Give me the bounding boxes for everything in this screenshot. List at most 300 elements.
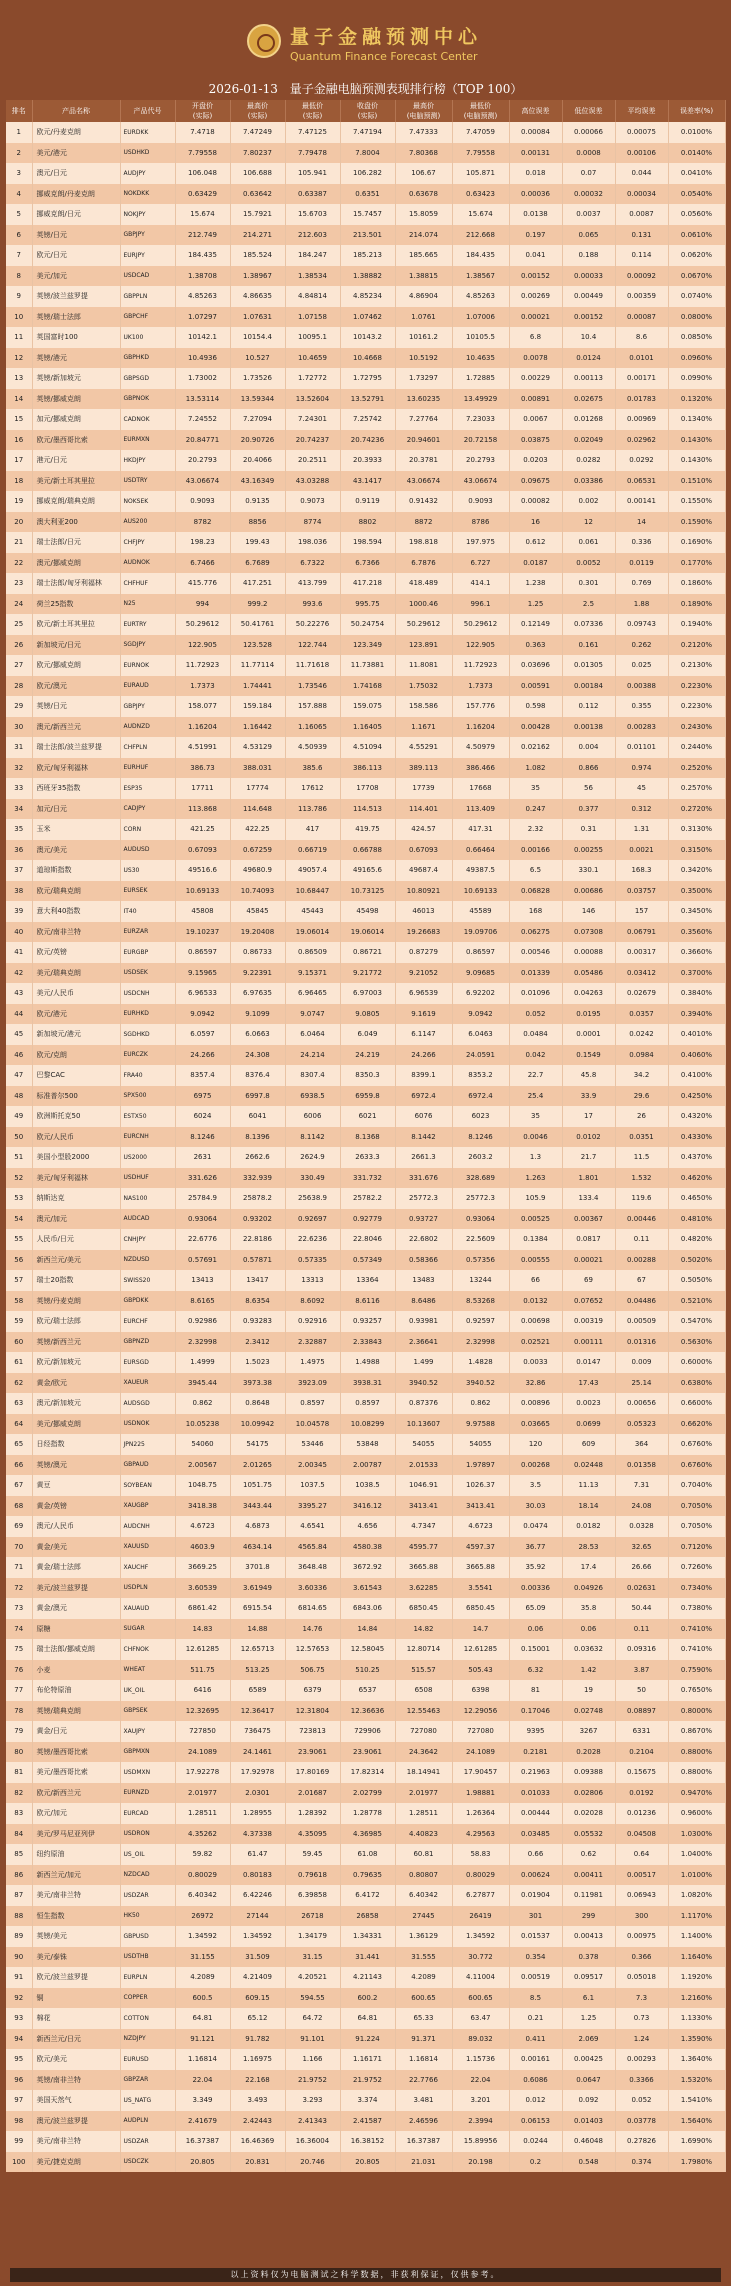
- low-cell: 3.60336: [285, 1578, 340, 1599]
- close-cell: 12.36636: [340, 1701, 395, 1722]
- high-error-cell: 35: [509, 1106, 562, 1127]
- avg-error-cell: 300: [615, 1906, 668, 1927]
- error-rate-cell: 1.0400%: [668, 1844, 725, 1865]
- product-name-cell: 美元/波兰兹罗提: [32, 1578, 120, 1599]
- avg-error-cell: 0.769: [615, 573, 668, 594]
- low-error-cell: 0.07: [562, 163, 615, 184]
- product-name-cell: 英镑/美元: [32, 1926, 120, 1947]
- error-rate-cell: 0.1510%: [668, 471, 725, 492]
- error-rate-cell: 0.2570%: [668, 778, 725, 799]
- predicted-low-cell: 0.9093: [452, 491, 509, 512]
- predicted-low-cell: 3.201: [452, 2090, 509, 2111]
- low-error-cell: 0.0699: [562, 1414, 615, 1435]
- high-cell: 2.42443: [230, 2111, 285, 2132]
- table-row: [6, 1557, 725, 1578]
- symbol-cell: XAUEUR: [120, 1373, 175, 1394]
- close-cell: 9.21772: [340, 963, 395, 984]
- close-cell: 4580.38: [340, 1537, 395, 1558]
- table-row: [6, 1373, 725, 1394]
- open-cell: 421.25: [175, 819, 230, 840]
- table-row: [6, 963, 725, 984]
- avg-error-cell: 50.44: [615, 1598, 668, 1619]
- product-name-cell: 欧元/瑞典克朗: [32, 881, 120, 902]
- low-error-cell: 0.0001: [562, 1024, 615, 1045]
- symbol-cell: AUDCNH: [120, 1516, 175, 1537]
- low-cell: 43.03288: [285, 471, 340, 492]
- symbol-cell: UK100: [120, 327, 175, 348]
- error-rate-cell: 0.2120%: [668, 635, 725, 656]
- product-name-cell: 瑞士20指数: [32, 1270, 120, 1291]
- open-cell: 331.626: [175, 1168, 230, 1189]
- low-cell: 26718: [285, 1906, 340, 1927]
- open-cell: 24.1089: [175, 1742, 230, 1763]
- low-error-cell: 0.00413: [562, 1926, 615, 1947]
- table-row: [6, 2049, 725, 2070]
- table-row: [6, 1332, 725, 1353]
- column-header-label: 最高价: [247, 102, 268, 110]
- symbol-cell: EURAUD: [120, 676, 175, 697]
- table-row: [6, 1824, 725, 1845]
- avg-error-cell: 11.5: [615, 1147, 668, 1168]
- low-error-cell: 0.0037: [562, 204, 615, 225]
- predicted-low-cell: 7.79558: [452, 143, 509, 164]
- high-error-cell: 0.00131: [509, 143, 562, 164]
- rank-cell: 51: [6, 1147, 32, 1168]
- high-cell: 6.7689: [230, 553, 285, 574]
- avg-error-cell: 26.66: [615, 1557, 668, 1578]
- low-error-cell: 0.0052: [562, 553, 615, 574]
- column-header-sublabel: (电脑预测): [406, 112, 441, 120]
- table-row: [6, 1680, 725, 1701]
- open-cell: 54060: [175, 1434, 230, 1455]
- symbol-cell: GBPNZD: [120, 1332, 175, 1353]
- rank-cell: 15: [6, 409, 32, 430]
- high-error-cell: 0.012: [509, 2090, 562, 2111]
- open-cell: 0.862: [175, 1393, 230, 1414]
- predicted-low-cell: 3413.41: [452, 1496, 509, 1517]
- symbol-cell: GBPZAR: [120, 2070, 175, 2091]
- product-name-cell: 铜: [32, 1988, 120, 2009]
- close-cell: 0.92779: [340, 1209, 395, 1230]
- product-name-cell: 美国天然气: [32, 2090, 120, 2111]
- close-cell: 7.8004: [340, 143, 395, 164]
- avg-error-cell: 0.025: [615, 655, 668, 676]
- error-rate-cell: 0.0990%: [668, 368, 725, 389]
- symbol-cell: AUDPLN: [120, 2111, 175, 2132]
- high-cell: 0.93283: [230, 1311, 285, 1332]
- symbol-cell: US_NATG: [120, 2090, 175, 2111]
- open-cell: 727850: [175, 1721, 230, 1742]
- product-name-cell: 欧元/人民币: [32, 1127, 120, 1148]
- low-error-cell: 0.00367: [562, 1209, 615, 1230]
- avg-error-cell: 119.6: [615, 1188, 668, 1209]
- close-cell: 17.82314: [340, 1762, 395, 1783]
- symbol-cell: EURGBP: [120, 942, 175, 963]
- low-cell: 993.6: [285, 594, 340, 615]
- product-name-cell: 新西兰元/美元: [32, 1250, 120, 1271]
- high-cell: 17.92978: [230, 1762, 285, 1783]
- open-cell: 1.7373: [175, 676, 230, 697]
- close-cell: 9.0805: [340, 1004, 395, 1025]
- error-rate-cell: 1.1330%: [668, 2008, 725, 2029]
- high-error-cell: 0.66: [509, 1844, 562, 1865]
- open-cell: 2.41679: [175, 2111, 230, 2132]
- product-name-cell: 加元/日元: [32, 799, 120, 820]
- product-name-cell: 美国小型股2000: [32, 1147, 120, 1168]
- close-cell: 1.07462: [340, 307, 395, 328]
- predicted-high-cell: 46013: [395, 901, 452, 922]
- table-row: [6, 471, 725, 492]
- avg-error-cell: 0.08897: [615, 1701, 668, 1722]
- rank-cell: 1: [6, 122, 32, 143]
- error-rate-cell: 0.4100%: [668, 1065, 725, 1086]
- table-row: [6, 409, 725, 430]
- high-cell: 1.73526: [230, 368, 285, 389]
- product-name-cell: 标准普尔500: [32, 1086, 120, 1107]
- error-rate-cell: 0.3840%: [668, 983, 725, 1004]
- predicted-low-cell: 6972.4: [452, 1086, 509, 1107]
- high-error-cell: 0.09675: [509, 471, 562, 492]
- low-cell: 16.36004: [285, 2131, 340, 2152]
- predicted-high-cell: 65.33: [395, 2008, 452, 2029]
- avg-error-cell: 0.00975: [615, 1926, 668, 1947]
- symbol-cell: ESTX50: [120, 1106, 175, 1127]
- high-cell: 0.67259: [230, 840, 285, 861]
- column-header-label: 收盘价: [357, 102, 378, 110]
- low-error-cell: 0.161: [562, 635, 615, 656]
- avg-error-cell: 0.0192: [615, 1783, 668, 1804]
- symbol-cell: EURCNH: [120, 1127, 175, 1148]
- product-name-cell: 澳元/新西兰元: [32, 717, 120, 738]
- open-cell: 20.84771: [175, 430, 230, 451]
- high-error-cell: 0.00428: [509, 717, 562, 738]
- rank-cell: 71: [6, 1557, 32, 1578]
- low-error-cell: 0.02675: [562, 389, 615, 410]
- high-error-cell: 25.4: [509, 1086, 562, 1107]
- rank-cell: 49: [6, 1106, 32, 1127]
- high-error-cell: 1.3: [509, 1147, 562, 1168]
- high-cell: 422.25: [230, 819, 285, 840]
- predicted-high-cell: 10.5192: [395, 348, 452, 369]
- symbol-cell: NOKJPY: [120, 204, 175, 225]
- predicted-high-cell: 6.40342: [395, 1885, 452, 1906]
- symbol-cell: COTTON: [120, 2008, 175, 2029]
- error-rate-cell: 0.1690%: [668, 532, 725, 553]
- symbol-cell: AUDUSD: [120, 840, 175, 861]
- product-name-cell: 英镑/新加坡元: [32, 368, 120, 389]
- open-cell: 1.07297: [175, 307, 230, 328]
- high-error-cell: 0.17046: [509, 1701, 562, 1722]
- product-name-cell: 欧元/波兰兹罗提: [32, 1967, 120, 1988]
- symbol-cell: USDHUF: [120, 1168, 175, 1189]
- high-error-cell: 0.411: [509, 2029, 562, 2050]
- error-rate-cell: 0.6000%: [668, 1352, 725, 1373]
- low-error-cell: 0.00138: [562, 717, 615, 738]
- rank-cell: 63: [6, 1393, 32, 1414]
- avg-error-cell: 67: [615, 1270, 668, 1291]
- table-row: [6, 1803, 725, 1824]
- symbol-cell: XAUJPY: [120, 1721, 175, 1742]
- open-cell: 17.92278: [175, 1762, 230, 1783]
- open-cell: 0.93064: [175, 1209, 230, 1230]
- error-rate-cell: 0.1890%: [668, 594, 725, 615]
- error-rate-cell: 0.2520%: [668, 758, 725, 779]
- low-cell: 1.28392: [285, 1803, 340, 1824]
- table-row: [6, 163, 725, 184]
- low-cell: 10095.1: [285, 327, 340, 348]
- symbol-cell: COPPER: [120, 1988, 175, 2009]
- high-error-cell: 0.0484: [509, 1024, 562, 1045]
- avg-error-cell: 168.3: [615, 860, 668, 881]
- low-cell: 1.34179: [285, 1926, 340, 1947]
- avg-error-cell: 29.6: [615, 1086, 668, 1107]
- low-error-cell: 1.801: [562, 1168, 615, 1189]
- avg-error-cell: 1.24: [615, 2029, 668, 2050]
- open-cell: 198.23: [175, 532, 230, 553]
- avg-error-cell: 50: [615, 1680, 668, 1701]
- low-error-cell: 0.377: [562, 799, 615, 820]
- high-cell: 4.86635: [230, 286, 285, 307]
- predicted-low-cell: 63.47: [452, 2008, 509, 2029]
- high-error-cell: 0.247: [509, 799, 562, 820]
- product-name-cell: 欧元/港元: [32, 1004, 120, 1025]
- avg-error-cell: 8.6: [615, 327, 668, 348]
- low-error-cell: 0.065: [562, 225, 615, 246]
- predicted-low-cell: 9.0942: [452, 1004, 509, 1025]
- high-error-cell: 0.06828: [509, 881, 562, 902]
- high-cell: 159.184: [230, 696, 285, 717]
- predicted-high-cell: 6.96539: [395, 983, 452, 1004]
- table-row: [6, 758, 725, 779]
- high-error-cell: 0.12149: [509, 614, 562, 635]
- predicted-high-cell: 20.3781: [395, 450, 452, 471]
- predicted-high-cell: 2661.3: [395, 1147, 452, 1168]
- high-cell: 4.21409: [230, 1967, 285, 1988]
- close-cell: 0.6351: [340, 184, 395, 205]
- high-cell: 9.22391: [230, 963, 285, 984]
- avg-error-cell: 7.31: [615, 1475, 668, 1496]
- close-cell: 1.28778: [340, 1803, 395, 1824]
- low-error-cell: 0.866: [562, 758, 615, 779]
- low-error-cell: 0.01403: [562, 2111, 615, 2132]
- table-row: [6, 184, 725, 205]
- product-name-cell: 恒生指数: [32, 1906, 120, 1927]
- error-rate-cell: 0.7050%: [668, 1516, 725, 1537]
- error-rate-cell: 0.7380%: [668, 1598, 725, 1619]
- symbol-cell: USDSEK: [120, 963, 175, 984]
- predicted-low-cell: 600.65: [452, 1988, 509, 2009]
- high-error-cell: 0.00546: [509, 942, 562, 963]
- predicted-high-cell: 54055: [395, 1434, 452, 1455]
- table-row: [6, 676, 725, 697]
- product-name-cell: 美元/人民币: [32, 983, 120, 1004]
- product-name-cell: 瑞士法郎/挪威克朗: [32, 1639, 120, 1660]
- low-error-cell: 299: [562, 1906, 615, 1927]
- close-cell: 31.441: [340, 1947, 395, 1968]
- close-cell: 4.51094: [340, 737, 395, 758]
- rank-cell: 45: [6, 1024, 32, 1045]
- low-error-cell: 0.188: [562, 245, 615, 266]
- product-name-cell: 美元/新土耳其里拉: [32, 471, 120, 492]
- low-error-cell: 0.02806: [562, 1783, 615, 1804]
- high-cell: 106.688: [230, 163, 285, 184]
- low-cell: 25638.9: [285, 1188, 340, 1209]
- error-rate-cell: 0.1430%: [668, 430, 725, 451]
- low-error-cell: 0.092: [562, 2090, 615, 2111]
- predicted-low-cell: 6023: [452, 1106, 509, 1127]
- rank-cell: 53: [6, 1188, 32, 1209]
- high-error-cell: 0.03485: [509, 1824, 562, 1845]
- table-row: [6, 2152, 725, 2173]
- table-row: [6, 1455, 725, 1476]
- predicted-high-cell: 27445: [395, 1906, 452, 1927]
- product-name-cell: 澳元/加元: [32, 1209, 120, 1230]
- low-cell: 10.68447: [285, 881, 340, 902]
- avg-error-cell: 0.09743: [615, 614, 668, 635]
- open-cell: 184.435: [175, 245, 230, 266]
- predicted-high-cell: 1.73297: [395, 368, 452, 389]
- close-cell: 1.74168: [340, 676, 395, 697]
- predicted-high-cell: 91.371: [395, 2029, 452, 2050]
- symbol-cell: CHFNOK: [120, 1639, 175, 1660]
- close-cell: 4.36985: [340, 1824, 395, 1845]
- avg-error-cell: 0.312: [615, 799, 668, 820]
- close-cell: 0.79635: [340, 1865, 395, 1886]
- high-cell: 65.12: [230, 2008, 285, 2029]
- error-rate-cell: 0.2230%: [668, 676, 725, 697]
- symbol-cell: AUS200: [120, 512, 175, 533]
- low-error-cell: 1.25: [562, 2008, 615, 2029]
- rank-cell: 62: [6, 1373, 32, 1394]
- table-row: [6, 553, 725, 574]
- high-error-cell: 1.25: [509, 594, 562, 615]
- symbol-cell: N25: [120, 594, 175, 615]
- product-name-cell: 瑞士法郎/匈牙利福林: [32, 573, 120, 594]
- close-cell: 53848: [340, 1434, 395, 1455]
- rank-cell: 75: [6, 1639, 32, 1660]
- high-error-cell: 0.00229: [509, 368, 562, 389]
- predicted-high-cell: 2.46596: [395, 2111, 452, 2132]
- open-cell: 22.6776: [175, 1229, 230, 1250]
- predicted-low-cell: 417.31: [452, 819, 509, 840]
- symbol-cell: XAUUSD: [120, 1537, 175, 1558]
- open-cell: 9.0942: [175, 1004, 230, 1025]
- error-rate-cell: 0.9600%: [668, 1803, 725, 1824]
- column-header: [509, 100, 562, 122]
- high-error-cell: 0.02521: [509, 1332, 562, 1353]
- open-cell: 11.72923: [175, 655, 230, 676]
- low-cell: 3648.48: [285, 1557, 340, 1578]
- error-rate-cell: 1.1920%: [668, 1967, 725, 1988]
- table-body: [6, 122, 725, 2172]
- product-name-cell: 黄金/瑞士法郎: [32, 1557, 120, 1578]
- low-cell: 53446: [285, 1434, 340, 1455]
- predicted-high-cell: 19.26683: [395, 922, 452, 943]
- rank-cell: 56: [6, 1250, 32, 1271]
- predicted-low-cell: 0.93064: [452, 1209, 509, 1230]
- open-cell: 45808: [175, 901, 230, 922]
- low-error-cell: 0.0195: [562, 1004, 615, 1025]
- low-error-cell: 19: [562, 1680, 615, 1701]
- high-cell: 4.6873: [230, 1516, 285, 1537]
- high-error-cell: 0.1384: [509, 1229, 562, 1250]
- table-row: [6, 1209, 725, 1230]
- close-cell: 64.81: [340, 2008, 395, 2029]
- avg-error-cell: 0.03757: [615, 881, 668, 902]
- open-cell: 6416: [175, 1680, 230, 1701]
- error-rate-cell: 0.0670%: [668, 266, 725, 287]
- low-cell: 9.15371: [285, 963, 340, 984]
- error-rate-cell: 0.3660%: [668, 942, 725, 963]
- low-cell: 6938.5: [285, 1086, 340, 1107]
- symbol-cell: GBPJPY: [120, 225, 175, 246]
- table-row: [6, 1475, 725, 1496]
- close-cell: 1.72795: [340, 368, 395, 389]
- close-cell: 159.075: [340, 696, 395, 717]
- low-error-cell: 0.0147: [562, 1352, 615, 1373]
- avg-error-cell: 0.04508: [615, 1824, 668, 1845]
- rank-cell: 54: [6, 1209, 32, 1230]
- open-cell: 3945.44: [175, 1373, 230, 1394]
- predicted-low-cell: 1.07006: [452, 307, 509, 328]
- low-error-cell: 17: [562, 1106, 615, 1127]
- table-row: [6, 143, 725, 164]
- low-error-cell: 0.02028: [562, 1803, 615, 1824]
- predicted-high-cell: 3665.88: [395, 1557, 452, 1578]
- rank-cell: 34: [6, 799, 32, 820]
- error-rate-cell: 0.1430%: [668, 450, 725, 471]
- avg-error-cell: 0.00283: [615, 717, 668, 738]
- low-cell: 17612: [285, 778, 340, 799]
- predicted-high-cell: 49687.4: [395, 860, 452, 881]
- low-cell: 6814.65: [285, 1598, 340, 1619]
- predicted-high-cell: 24.266: [395, 1045, 452, 1066]
- product-name-cell: 瑞士法郎/波兰兹罗提: [32, 737, 120, 758]
- product-name-cell: 欧元/新土耳其里拉: [32, 614, 120, 635]
- low-cell: 2.32887: [285, 1332, 340, 1353]
- low-error-cell: 33.9: [562, 1086, 615, 1107]
- high-error-cell: 0.06: [509, 1619, 562, 1640]
- product-name-cell: 欧元/克朗: [32, 1045, 120, 1066]
- rank-cell: 73: [6, 1598, 32, 1619]
- symbol-cell: EURPLN: [120, 1967, 175, 1988]
- column-header-sublabel: (实际): [247, 112, 268, 120]
- low-cell: 2.41343: [285, 2111, 340, 2132]
- rank-cell: 47: [6, 1065, 32, 1086]
- predicted-low-cell: 17.90457: [452, 1762, 509, 1783]
- error-rate-cell: 0.0560%: [668, 204, 725, 225]
- avg-error-cell: 0.64: [615, 1844, 668, 1865]
- predicted-high-cell: 24.3642: [395, 1742, 452, 1763]
- predicted-high-cell: 0.63678: [395, 184, 452, 205]
- low-error-cell: 0.00111: [562, 1332, 615, 1353]
- avg-error-cell: 0.009: [615, 1352, 668, 1373]
- low-error-cell: 0.04263: [562, 983, 615, 1004]
- high-cell: 12.65713: [230, 1639, 285, 1660]
- error-rate-cell: 0.8800%: [668, 1762, 725, 1783]
- symbol-cell: JPN225: [120, 1434, 175, 1455]
- product-name-cell: 欧元/墨西哥比索: [32, 430, 120, 451]
- low-error-cell: 0.00066: [562, 122, 615, 143]
- low-cell: 6006: [285, 1106, 340, 1127]
- product-name-cell: 挪威克朗/瑞典克朗: [32, 491, 120, 512]
- low-cell: 122.744: [285, 635, 340, 656]
- symbol-cell: EURMXN: [120, 430, 175, 451]
- product-name-cell: 英国富时100: [32, 327, 120, 348]
- open-cell: 1.16204: [175, 717, 230, 738]
- symbol-cell: NZDCAD: [120, 1865, 175, 1886]
- brand-name-cn: 量子金融预测中心: [290, 26, 483, 48]
